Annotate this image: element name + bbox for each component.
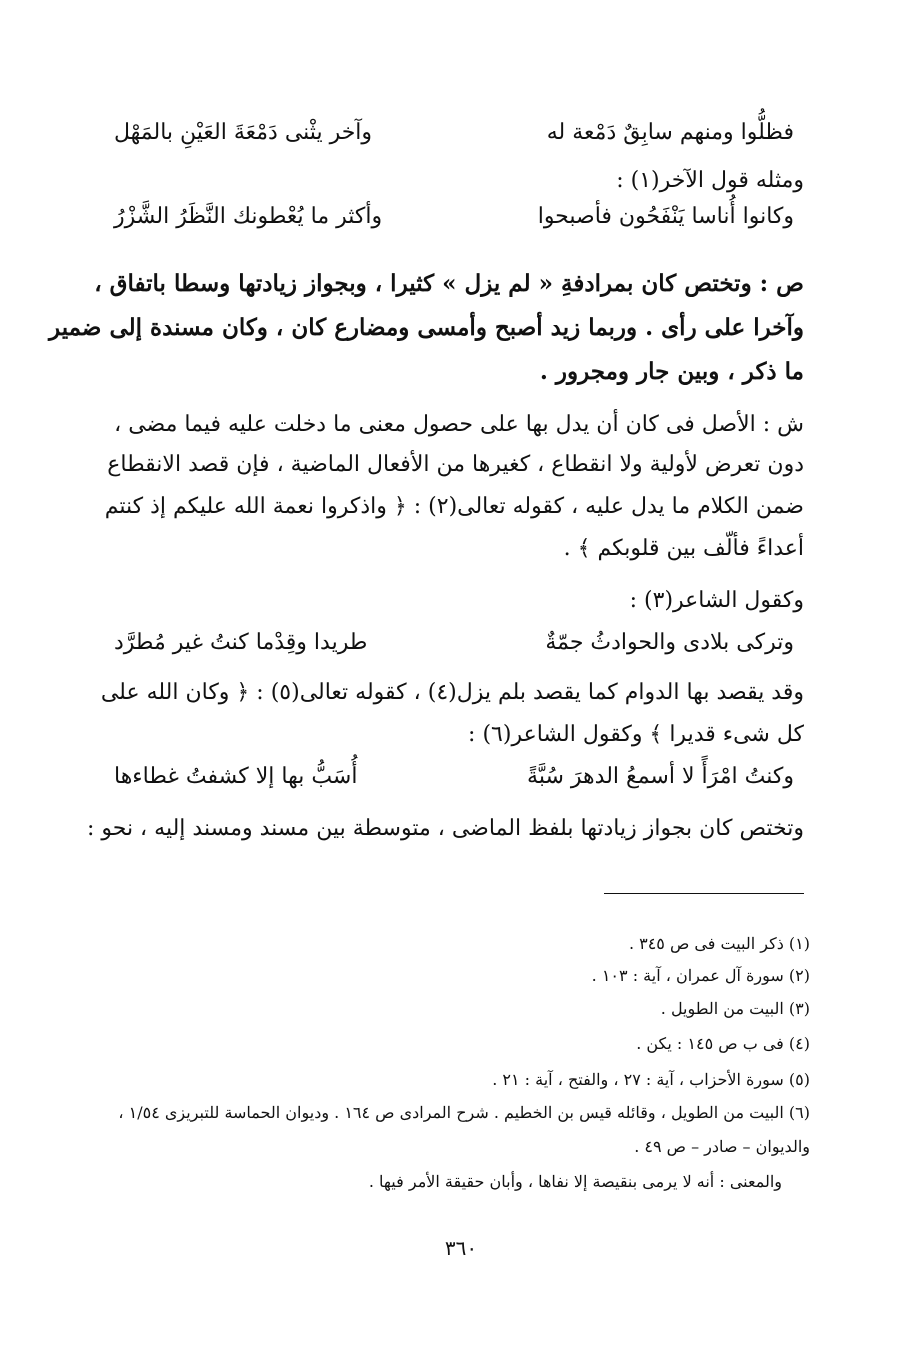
quote-intro-line-3: وكقول الشاعر(٣) :: [629, 588, 804, 613]
footnote-5: (٥) سورة الأحزاب ، آية : ٢٧ ، والفتح ، آية : ٢١ .: [492, 1070, 810, 1089]
footnote-4: (٤) فى ب ص ١٤٥ : يكن .: [636, 1034, 810, 1053]
footnote-6-meaning: والمعنى : أنه لا يرمى بنقيصة إلا نفاها ، وأبان حقيقة الأمر فيها .: [368, 1172, 782, 1191]
quote-intro-line: ومثله قول الآخر(١) :: [616, 168, 804, 193]
poetry-verse-1: [114, 120, 804, 154]
verse-2-first-hemistich: وكانوا أُناسا يَنْفَحُون فأصبحوا: [537, 204, 794, 229]
sharh-line-6: كل شىء قديرا ﴾ وكقول الشاعر(٦) :: [468, 722, 804, 747]
sharh-line-3: ضمن الكلام ما يدل عليه ، كقوله تعالى(٢) : ﴿ واذكروا نعمة الله عليكم إذ كنتم: [104, 494, 804, 519]
poetry-verse-3: [114, 630, 804, 664]
matn-line-1: ص : وتختص كان بمرادفةِ « لم يزل » كثيرا ، وبجواز زيادتها وسطا باتفاق ،: [94, 270, 804, 297]
sharh-line-2: دون تعرض لأولية ولا انقطاع ، كغيرها من الأفعال الماضية ، فإن قصد الانقطاع: [107, 452, 804, 477]
sharh-line-5: وقد يقصد بها الدوام كما يقصد بلم يزل(٤) ، كقوله تعالى(٥) : ﴿ وكان الله على: [100, 680, 804, 705]
page-number: ٣٦٠: [444, 1236, 478, 1260]
sharh-line-4: أعداءً فألّف بين قلوبكم ﴾ .: [563, 536, 804, 561]
footnote-1: (١) ذكر البيت فى ص ٣٤٥ .: [628, 934, 810, 953]
footnote-6: (٦) البيت من الطويل ، وقائله قيس بن الخطيم . شرح المرادى ص ١٦٤ . وديوان الحماسة للتبريزى ١/٥٤ ،: [118, 1103, 810, 1122]
verse-4-first-hemistich: وكنتُ امْرَأً لا أسمعُ الدهرَ سُبَّةً: [527, 764, 794, 789]
footnote-6-continuation: والديوان – صادر – ص ٤٩ .: [634, 1137, 810, 1156]
poetry-verse-4: [114, 764, 804, 798]
verse-3-second-hemistich: طريدا وقِدْما كنتُ غير مُطرَّد: [114, 630, 368, 655]
footnote-separator: [604, 893, 804, 894]
verse-3-first-hemistich: وتركى بلادى والحوادثُ جمّةٌ: [545, 630, 794, 655]
matn-line-2: وآخرا على رأى . وربما زيد أصبح وأمسى ومضارع كان ، وكان مسندة إلى ضمير: [49, 314, 804, 341]
verse-2-second-hemistich: وأكثر ما يُعْطونك النَّظَرُ الشَّزْرُ: [114, 204, 383, 229]
footnote-3: (٣) البيت من الطويل .: [660, 999, 810, 1018]
verse-1-second-hemistich: وآخر يثْنى دَمْعَةَ العَيْنِ بالمَهْل: [114, 120, 373, 145]
sharh-line-7: وتختص كان بجواز زيادتها بلفظ الماضى ، متوسطة بين مسند ومسند إليه ، نحو :: [86, 816, 804, 841]
footnote-2: (٢) سورة آل عمران ، آية : ١٠٣ .: [591, 966, 810, 985]
verse-1-first-hemistich: فظلُّوا ومنهم سابِقٌ دَمْعة له: [546, 120, 794, 145]
matn-line-3: ما ذكر ، وبين جار ومجرور .: [539, 358, 804, 385]
poetry-verse-2: [114, 204, 804, 238]
sharh-line-1: ش : الأصل فى كان أن يدل بها على حصول معنى ما دخلت عليه فيما مضى ،: [114, 412, 804, 437]
verse-4-second-hemistich: أُسَبُّ بها إلا كشفتُ غطاءها: [114, 764, 358, 789]
